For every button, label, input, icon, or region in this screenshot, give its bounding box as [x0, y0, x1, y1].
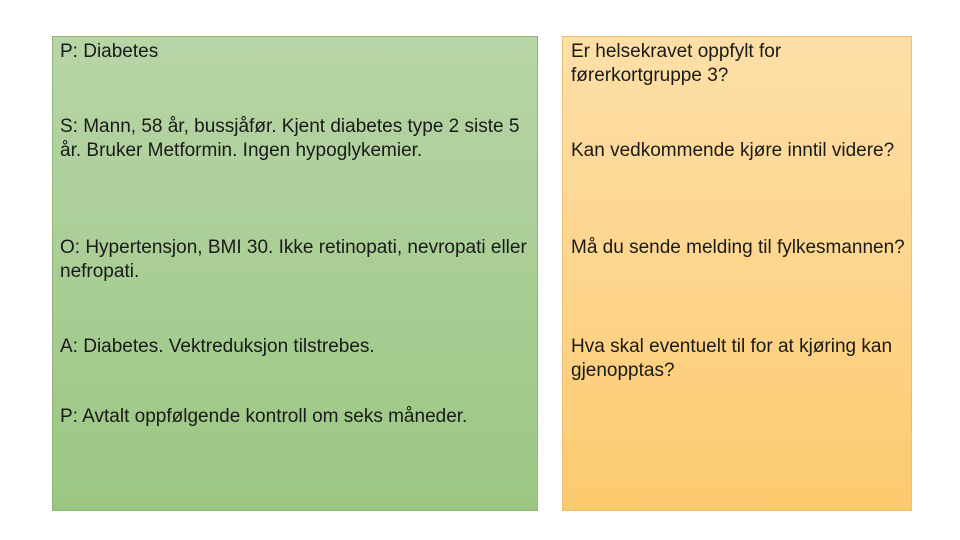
- question-notify-governor: Må du sende melding til fylkesmannen?: [571, 237, 905, 258]
- soap-problem: P: Diabetes: [60, 41, 159, 62]
- question-resume-driving: Hva skal eventuelt til for at kjøring kan gjenopptas?: [571, 336, 893, 381]
- question-continue-driving: Kan vedkommende kjøre inntil videre?: [571, 140, 895, 161]
- soap-subjective: S: Mann, 58 år, bussjåfør. Kjent diabetes type 2 siste 5 år. Bruker Metformin. Ingen hypoglykemier.: [60, 116, 520, 161]
- question-health-requirement: Er helsekravet oppfylt for førerkortgruppe 3?: [571, 41, 782, 86]
- soap-plan: P: Avtalt oppfølgende kontroll om seks måneder.: [60, 406, 468, 427]
- questions-panel: [562, 36, 912, 511]
- soap-objective: O: Hypertensjon, BMI 30. Ikke retinopati, nevropati eller nefropati.: [60, 237, 527, 282]
- soap-assessment: A: Diabetes. Vektreduksjon tilstrebes.: [60, 336, 375, 357]
